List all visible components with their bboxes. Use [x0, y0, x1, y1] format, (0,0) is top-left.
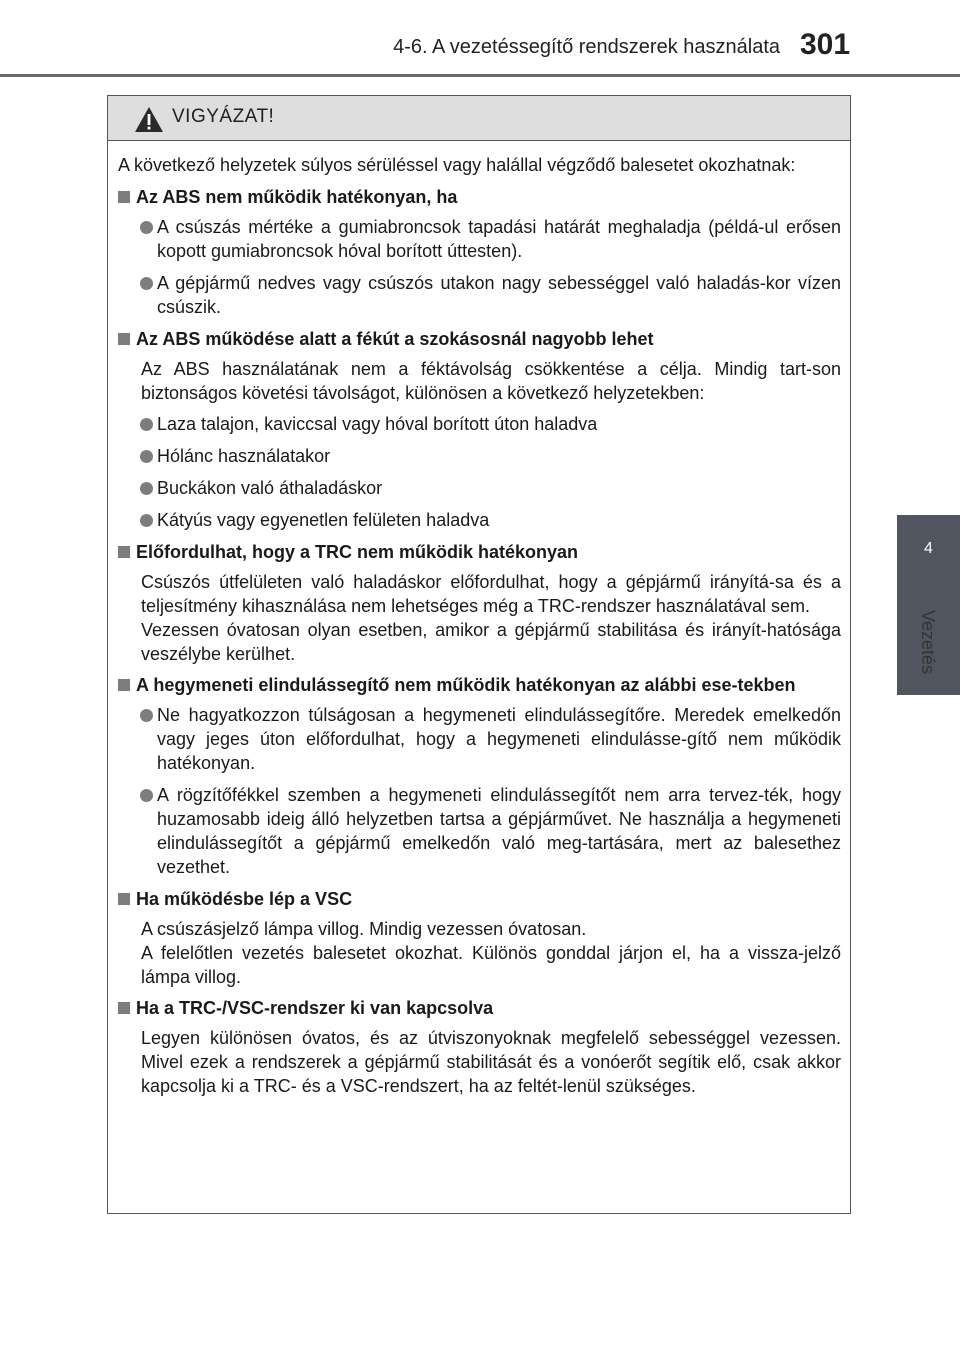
section-vsc [118, 887, 841, 989]
round-bullet-icon [140, 277, 153, 290]
warning-title: VIGYÁZAT! [172, 106, 275, 127]
square-bullet-icon [118, 546, 130, 558]
section-text: Legyen különösen óvatos, és az útviszonyoknak megfelelő sebességgel vezessen. Mivel ezek a rendszerek a gépjármű stabilitását és a vonóerőt segítik elő, csak akkor kapcsolja ki a TRC- és a VSC-rendszert, ha az feltét-lenül szükséges. [141, 1028, 841, 1096]
section-hill-start-assist [118, 673, 841, 879]
list-item: Ne hagyatkozzon túlságosan a hegymeneti elindulássegítőre. Meredek emelkedőn vagy jeges úton előfordulhat, hogy a hegymeneti elindulásse-gítő nem működik hatékonyan. [118, 703, 841, 775]
page-number: 301 [800, 28, 851, 61]
section-heading: Az ABS működése alatt a fékút a szokásosnál nagyobb lehet [136, 329, 654, 349]
warning-body [108, 141, 850, 1098]
round-bullet-icon [140, 418, 153, 431]
warning-intro: A következő helyzetek súlyos sérüléssel vagy halállal végződő balesetet okozhatnak: [118, 155, 796, 175]
square-bullet-icon [118, 679, 130, 691]
round-bullet-icon [140, 709, 153, 722]
list-item: Hólánc használatakor [118, 444, 841, 468]
round-bullet-icon [140, 514, 153, 527]
square-bullet-icon [118, 333, 130, 345]
round-bullet-icon [140, 221, 153, 234]
chapter-tab-label: Vezetés [918, 610, 938, 675]
section-text: A csúszásjelző lámpa villog. Mindig vezessen óvatosan. [141, 919, 587, 939]
section-trc-vsc-off [118, 996, 841, 1098]
section-heading: Ha működésbe lép a VSC [136, 889, 353, 909]
warning-header [108, 96, 850, 141]
section-text: Az ABS használatának nem a féktávolság csökkentése a célja. Mindig tart-son biztonságos követési távolságot, különösen a következő helyzetekben: [141, 359, 841, 403]
section-heading: Az ABS nem működik hatékonyan, ha [136, 187, 458, 207]
section-heading: Előfordulhat, hogy a TRC nem működik hatékonyan [136, 542, 579, 562]
list-item: A rögzítőfékkel szemben a hegymeneti elindulássegítőt nem arra tervez-ték, hogy huzamosabb ideig álló helyzetben tartsa a gépjárművet. Ne használja a hegymeneti elindulássegítőt a gépjármű emelkedőn való meg-tartására, mert az balesethez vezethet. [118, 783, 841, 879]
list-item: A csúszás mértéke a gumiabroncsok tapadási határát meghaladja (példá-ul erősen kopott gumiabroncsok hóval borított úttesten). [118, 215, 841, 263]
warning-triangle-icon [134, 106, 164, 133]
square-bullet-icon [118, 191, 130, 203]
square-bullet-icon [118, 1002, 130, 1014]
section-text-2: A felelőtlen vezetés balesetet okozhat. Különös gonddal járjon el, ha a vissza-jelző lámpa villog. [141, 943, 841, 987]
round-bullet-icon [140, 482, 153, 495]
section-text-2: Vezessen óvatosan olyan esetben, amikor a gépjármű stabilitása és irányít-hatósága veszélybe kerülhet. [141, 620, 841, 664]
list-item: Kátyús vagy egyenetlen felületen haladva [118, 508, 841, 532]
list-item: A gépjármű nedves vagy csúszós utakon nagy sebességgel való haladás-kor vízen csúszik. [118, 271, 841, 319]
list-item: Buckákon való áthaladáskor [118, 476, 841, 500]
section-trc [118, 540, 841, 666]
round-bullet-icon [140, 789, 153, 802]
section-heading: Ha a TRC-/VSC-rendszer ki van kapcsolva [136, 998, 494, 1018]
section-abs-braking-distance [118, 327, 841, 532]
square-bullet-icon [118, 893, 130, 905]
section-abs-ineffective [118, 185, 841, 319]
chapter-tab-number: 4 [924, 540, 933, 557]
running-header-title: 4-6. A vezetéssegítő rendszerek használata [393, 36, 780, 58]
section-heading: A hegymeneti elindulássegítő nem működik hatékonyan az alábbi ese-tekben [136, 675, 796, 695]
round-bullet-icon [140, 450, 153, 463]
header-divider [0, 74, 960, 77]
list-item: Laza talajon, kaviccsal vagy hóval borított úton haladva [118, 412, 841, 436]
section-text: Csúszós útfelületen való haladáskor előfordulhat, hogy a gépjármű irányítá-sa és a teljesítmény kihasználása nem lehetséges még a TRC-rendszer használatával sem. [141, 572, 841, 616]
warning-box [107, 95, 851, 1214]
